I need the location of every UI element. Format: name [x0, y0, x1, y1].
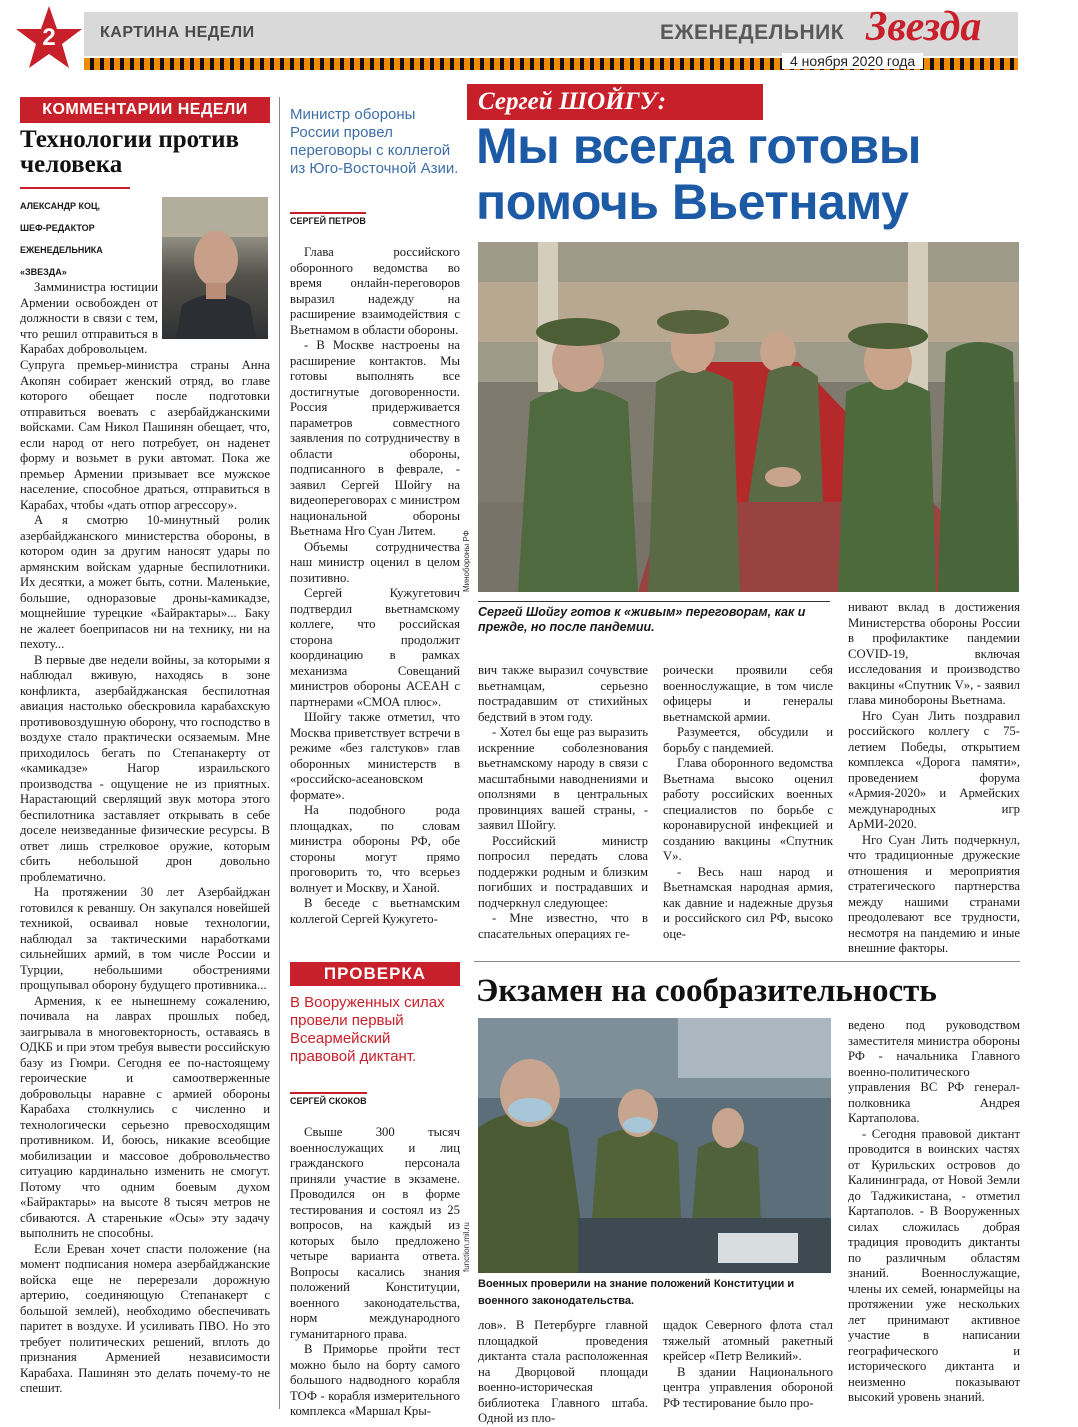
article-paragraph: Нго Суан Лить поздравил российского коллегу с 75-летием Победы, открытием комплекса «Дорога памяти», проведением форума «Армия-2020» и Армейских международных игр АрМИ-2020.: [848, 708, 1020, 831]
issue-date: 4 ноября 2020 года: [782, 53, 923, 69]
comment-paragraph: Армения, к ее нынешнему сожалению, почивала на лаврах прошлых побед, заигрывала в многовекторность, оставаясь в ОДКБ и при этом требуя вывести российскую базу из Гюмри. Сегодня ее по-настоящему героические и самоотверженные добровольцы наравне с армией обороны Карабаха столкнулись с численно и технологически серьезно превосходящим противником. И, боюсь, никакие всеобщие мобилизации и массовое добровольчество ситуацию кардинально изменить не смогут. Потому что одним боевым духом «Байрактары» на высоте 8 тысяч метров не сбиваются. А старенькие «Осы» эту задачу выполнить не способны.: [20, 993, 270, 1240]
exam-col-4: [848, 1018, 1020, 1410]
exam-col-2: [478, 1318, 648, 1425]
shoigu-photo-credit: Минобороны РФ: [462, 530, 471, 592]
exam-col-3: [663, 1318, 833, 1410]
section-title: КАРТИНА НЕДЕЛИ: [100, 24, 255, 41]
comment-text-narrow: [20, 280, 158, 358]
shoigu-byline: СЕРГЕЙ ПЕТРОВ: [290, 212, 366, 226]
exam-headline: Экзамен на сообразительность: [476, 973, 937, 1009]
author-name: АЛЕКСАНДР КОЦ,: [20, 201, 101, 211]
exam-lead: В Вооруженных силах провели первый Всеармейский правовой диктант.: [290, 994, 445, 1065]
title-rule: [20, 187, 130, 189]
exam-byline: СЕРГЕЙ СКОКОВ: [290, 1092, 367, 1106]
article-paragraph: В Приморье пройти тест можно было на борту самого большого надводного корабля ТОФ - корабля измерительного комплекса «Маршал Кры-: [290, 1342, 460, 1418]
shoigu-caption: Сергей Шойгу готов к «живым» переговорам, как и прежде, но после пандемии.: [478, 605, 806, 634]
shoigu-col-4: [848, 600, 1020, 955]
shoigu-kicker: Сергей ШОЙГУ:: [478, 88, 667, 115]
author-role: ШЕФ-РЕДАКТОР: [20, 223, 95, 233]
comment-rubric: КОММЕНТАРИИ НЕДЕЛИ: [20, 97, 270, 123]
exam-caption: Военных проверили на знание положений Конституции и военного законодательства.: [478, 1278, 795, 1307]
article-paragraph: - Мне известно, что в спасательных операциях ге-: [478, 911, 648, 941]
shoigu-col-2: [478, 663, 648, 953]
author-paper: «ЗВЕЗДА»: [20, 267, 67, 277]
article-paragraph: В беседе с вьетнамским коллегой Сергей Кужугето-: [290, 896, 460, 926]
paper-prefix: ЕЖЕНЕДЕЛЬНИК: [660, 21, 845, 44]
shoigu-headline: Мы всегда готовы помочь Вьетнаму: [476, 118, 921, 230]
article-paragraph: вич также выразил сочувствие вьетнамцам, серьезно пострадавшим от стихийных бедствий в этом году.: [478, 663, 648, 724]
article-paragraph: - Сегодня правовой диктант проводится в воинских частях от Курильских островов до Калининграда, от Новой Земли до Таджикистана, - отметил Картаполов. - В Вооруженных силах сложилась добрая традиция проводить диктанты по различным областям знаний. Военнослужащие, члены их семей, юнармейцы на протяжении уже нескольких лет принимают активное участие в написании географического и исторического диктанта и неизменно показывают высокий уровень знаний.: [848, 1126, 1020, 1404]
exam-photo: [478, 1018, 831, 1273]
article-paragraph: роически проявили себя военнослужащие, в том числе офицеры и генералы вьетнамской армии.: [663, 663, 833, 724]
author-role-2: ЕЖЕНЕДЕЛЬНИКА: [20, 245, 103, 255]
article-paragraph: - В Москве настроены на расширение контактов. Мы готовы выполнять все достигнутые договоренности. Россия придерживается параметров совместного заявления по сотрудничеству в области обороны, подписанного в феврале, - заявил Сергей Шойгу на видеопереговорах с министром национальной обороны Вьетнама Нго Суан Литем.: [290, 338, 460, 538]
article-paragraph: В здании Национального центра управления обороной РФ тестирование было про-: [663, 1364, 833, 1410]
article-paragraph: Глава оборонного ведомства Вьетнама высоко оценил работу российских военных специалистов по борьбе с коронавирусной инфекцией и созданию вакцины «Спутник V».: [663, 756, 833, 863]
article-paragraph: - Хотел бы еще раз выразить искренние соболезнования вьетнамскому народу в связи с масштабными наводнениями и оползнями в центральных провинциях вашей страны, - заявил Шойгу.: [478, 725, 648, 832]
section-divider: [474, 961, 1020, 962]
shoigu-col-3: [663, 663, 833, 953]
article-paragraph: На подобного рода площадках, по словам министра обороны РФ, обе стороны могут прямо проговорить то, что всерьез волнует и Москву, и Ханой.: [290, 803, 460, 895]
article-paragraph: нивают вклад в достижения Министерства обороны России в профилактике пандемии COVID-19, включая исследования и производство вакцины «Спутник V», - заявил глава минобороны Вьетнама.: [848, 600, 1020, 707]
shoigu-lead: Министр обороны России провел переговоры с коллегой из Юго-Восточной Азии.: [290, 106, 459, 177]
page-number: 2: [42, 24, 56, 51]
article-paragraph: Сергей Кужугетович подтвердил вьетнамскому коллеге, что российская сторона продолжит координацию в рамках механизма Совещаний министров обороны АСЕАН с партнерами «СМОА плюс».: [290, 586, 460, 709]
article-paragraph: Разумеется, обсудили и борьбу с пандемией.: [663, 725, 833, 755]
paper-logo: Звезда: [866, 4, 982, 50]
article-paragraph: Глава российского оборонного ведомства во время онлайн-переговоров выразил надежду на расширение взаимодействия с Вьетнамом в области обороны.: [290, 245, 460, 337]
author-portrait: [162, 197, 268, 339]
comment-paragraph: А я смотрю 10-минутный ролик азербайджанского министерства обороны, в котором один за другим наносят удары по армянским войскам ударные беспилотники. Их десятки, а может быть, сотни. Маленькие, большие, одноразовые дроны-камикадзе, мощнейшие турецкие «Байрактары»... Баку не жалеет боеприпасов ни на технику, ни на пехоту...: [20, 513, 270, 651]
comment-paragraph: Если Ереван хочет спасти положение (на момент подписания номера азербайджанские войска еще не перерезали дорожную артерию, соединяющую Степанакерт с большой землей), необходимо обеспечивать паритет в воздухе. И усиливать ПВО. Но это требует политических решений, вплоть до признания Арменией независимости Карабаха. Пашинян это делать почему-то не спешит.: [20, 1241, 270, 1395]
comment-paragraph: Замминистра юстиции Армении освобожден от должности в связи с тем, что решил отправиться в Карабах добровольцем.: [20, 280, 158, 356]
article-paragraph: щадок Северного флота стал тяжелый атомный ракетный крейсер «Петр Великий».: [663, 1318, 833, 1363]
exam-rubric: ПРОВЕРКА: [290, 962, 460, 986]
caption-rule: [478, 601, 830, 602]
shoigu-photo: [478, 242, 1019, 592]
comment-text: [20, 358, 270, 1410]
exam-col-1: [290, 1125, 460, 1418]
shoigu-col-1: [290, 245, 460, 950]
comment-paragraph: На протяжении 30 лет Азербайджан готовился к реваншу. Он закупался новейшей техникой, осваивал новые технологии, наблюдал за тактическими наработками сильнейших армий, в том числе России и Турции, небольшими обострениями прощупывал оборону будущего противника...: [20, 885, 270, 992]
article-paragraph: ведено под руководством заместителя министра обороны РФ - начальника Главного военно-политического управления ВС РФ генерал-полковника Андрея Картаполова.: [848, 1018, 1020, 1125]
comment-author: [20, 195, 160, 283]
article-paragraph: лов». В Петербурге главной площадкой проведения диктанта стала расположенная на Дворцовой площади военно-историческая библиотека Главного штаба. Одной из пло-: [478, 1318, 648, 1425]
comment-paragraph: Супруга премьер-министра страны Анна Акопян собирает женский отряд, во главе которого обещает после подготовки отправиться воевать с азербайджанскими войсками. Сам Никол Пашинян обещает, что, если народ от него потребует, он наденет форму и возьмет в руки автомат. Пока же премьер Армении призывает все мужское население, способное драться, отправиться в Карабах, чтобы «дать отпор агрессору».: [20, 358, 270, 512]
column-divider: [279, 97, 280, 1409]
comment-paragraph: В первые две недели войны, за которыми я наблюдал вживую, находясь в зоне конфликта, азербайджанская беспилотная авиация настолько обескровила карабахскую противовоздушную оборону, что господство в воздухе стало практически осязаемым. Мне приходилось бегать по Степанакерту от «камикадзе» Нагор израильского производства - ощущение не из приятных. Нарастающий сверлящий звук мотора этого беспилотника заставляет открывать в себе доселе неизведанные физические ресурсы. В ответ лишь стрелковое оружие, которым сбить небольшой дрон довольно проблематично.: [20, 652, 270, 884]
article-paragraph: Объемы сотрудничества наш министр оценил в целом позитивно.: [290, 539, 460, 585]
article-paragraph: Российский министр попросил передать слова поддержки родным и близким погибших и пострадавших и подчеркнул следующее:: [478, 833, 648, 910]
article-paragraph: Шойгу также отметил, что Москва приветствует встречи в режиме «без галстуков» глав оборонных министерств в «российско-асеановском формате».: [290, 710, 460, 802]
article-paragraph: Свыше 300 тысяч военнослужащих и лиц гражданского персонала приняли участие в экзамене. Проводился он в форме тестирования и состоял из 25 вопросов, на каждый из которых было предложено четыре варианта ответа. Вопросы касались знания положений Конституции, военного законодательства, норм международного гуманитарного права.: [290, 1125, 460, 1341]
article-paragraph: Нго Суан Лить подчеркнул, что традиционные дружеские отношения и мероприятия стратегического партнерства между нашими странами преодолевают все трудности, несмотря на пандемию и иные внешние факторы.: [848, 832, 1020, 955]
exam-photo-credit: function.mil.ru: [462, 1222, 471, 1272]
comment-title: Технологии против человека: [20, 126, 239, 178]
article-paragraph: - Весь наш народ и Вьетнамская народная армия, как давние и надежные друзья и российского сил РФ, высоко оце-: [663, 864, 833, 941]
